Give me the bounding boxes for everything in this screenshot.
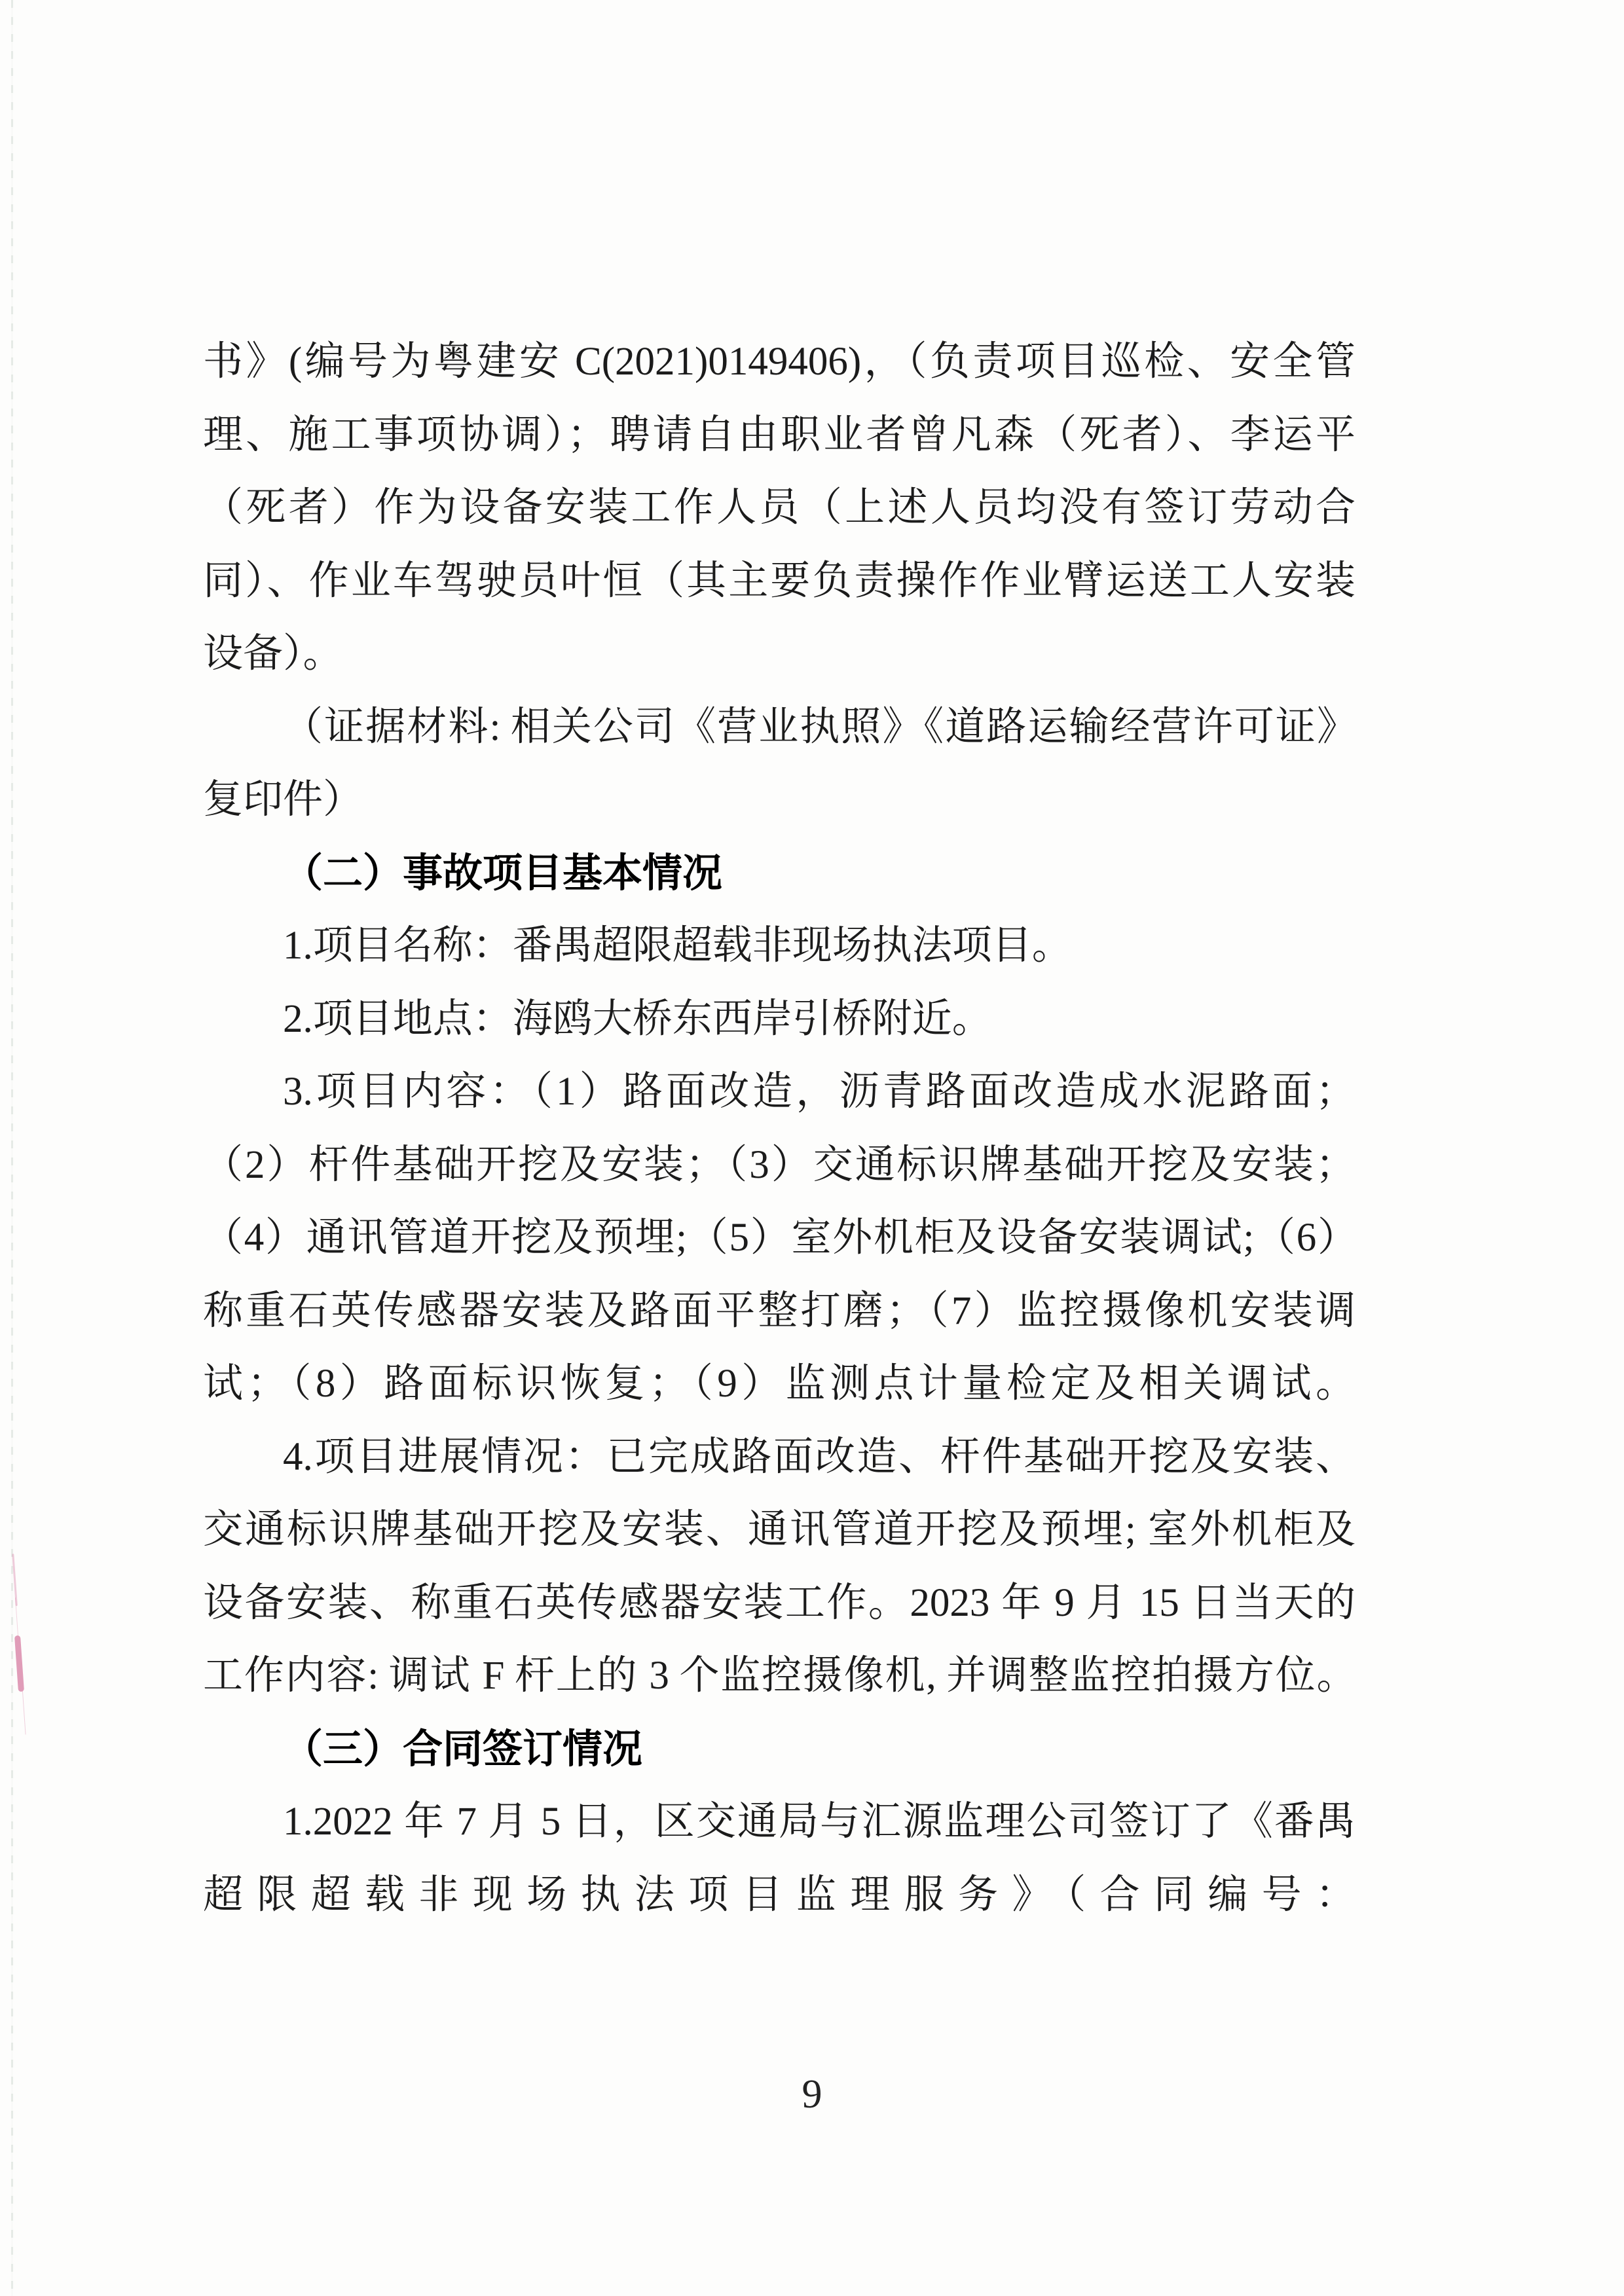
page-number: 9	[802, 2072, 822, 2117]
text-line: 4.项目进展情况：已完成路面改造、杆件基础开挖及安装、	[283, 1434, 1356, 1479]
text-line: 称重石英传感器安装及路面平整打磨；（7）监控摄像机安装调	[203, 1288, 1356, 1333]
text-line: 2.项目地点：海鸥大桥东西岸引桥附近。	[283, 996, 992, 1041]
text-line: 试；（8）路面标识恢复；（9）监测点计量检定及相关调试。	[203, 1362, 1356, 1406]
text-line: 设备）。	[203, 632, 343, 676]
text-line: 超限超载非现场执法项目监理服务》（合同编号：	[203, 1872, 1356, 1917]
text-line: （2）杆件基础开挖及安装；（3）交通标识牌基础开挖及安装；	[203, 1142, 1356, 1187]
text-line: 理、施工事项协调）；聘请自由职业者曾凡森（死者）、李运平	[203, 412, 1356, 457]
scan-edge-artifact	[11, 0, 13, 2296]
text-line: （4）通讯管道开挖及预埋;（5）室外机柜及设备安装调试;（6）	[203, 1216, 1356, 1260]
text-line: 3.项目内容：（1）路面改造，沥青路面改造成水泥路面；	[283, 1070, 1356, 1114]
section-heading: （二）事故项目基本情况	[283, 850, 723, 895]
text-line: 交通标识牌基础开挖及安装、通讯管道开挖及预埋; 室外机柜及	[203, 1508, 1356, 1552]
document-body	[203, 325, 1356, 1931]
text-line: 1.2022 年 7 月 5 日，区交通局与汇源监理公司签订了《番禺	[283, 1800, 1356, 1844]
scan-pink-mark-artifact	[14, 1635, 24, 1692]
text-line: 书》(编号为粤建安 C(2021)0149406)，（负责项目巡检、安全管	[203, 340, 1356, 384]
text-line: （死者）作为设备安装工作人员（上述人员均没有签订劳动合	[203, 486, 1356, 530]
text-line: 同）、作业车驾驶员叶恒（其主要负责操作作业臂运送工人安装	[203, 558, 1356, 603]
text-line: 工作内容: 调试 F 杆上的 3 个监控摄像机, 并调整监控拍摄方位。	[203, 1654, 1356, 1698]
section-heading: （三）合同签订情况	[283, 1726, 643, 1771]
text-line: 设备安装、称重石英传感器安装工作。2023 年 9 月 15 日当天的	[203, 1580, 1356, 1625]
text-line: （证据材料: 相关公司《营业执照》《道路运输经营许可证》	[283, 704, 1356, 749]
text-line: 复印件）	[203, 778, 363, 822]
text-line: 1.项目名称：番禺超限超载非现场执法项目。	[283, 924, 1072, 968]
